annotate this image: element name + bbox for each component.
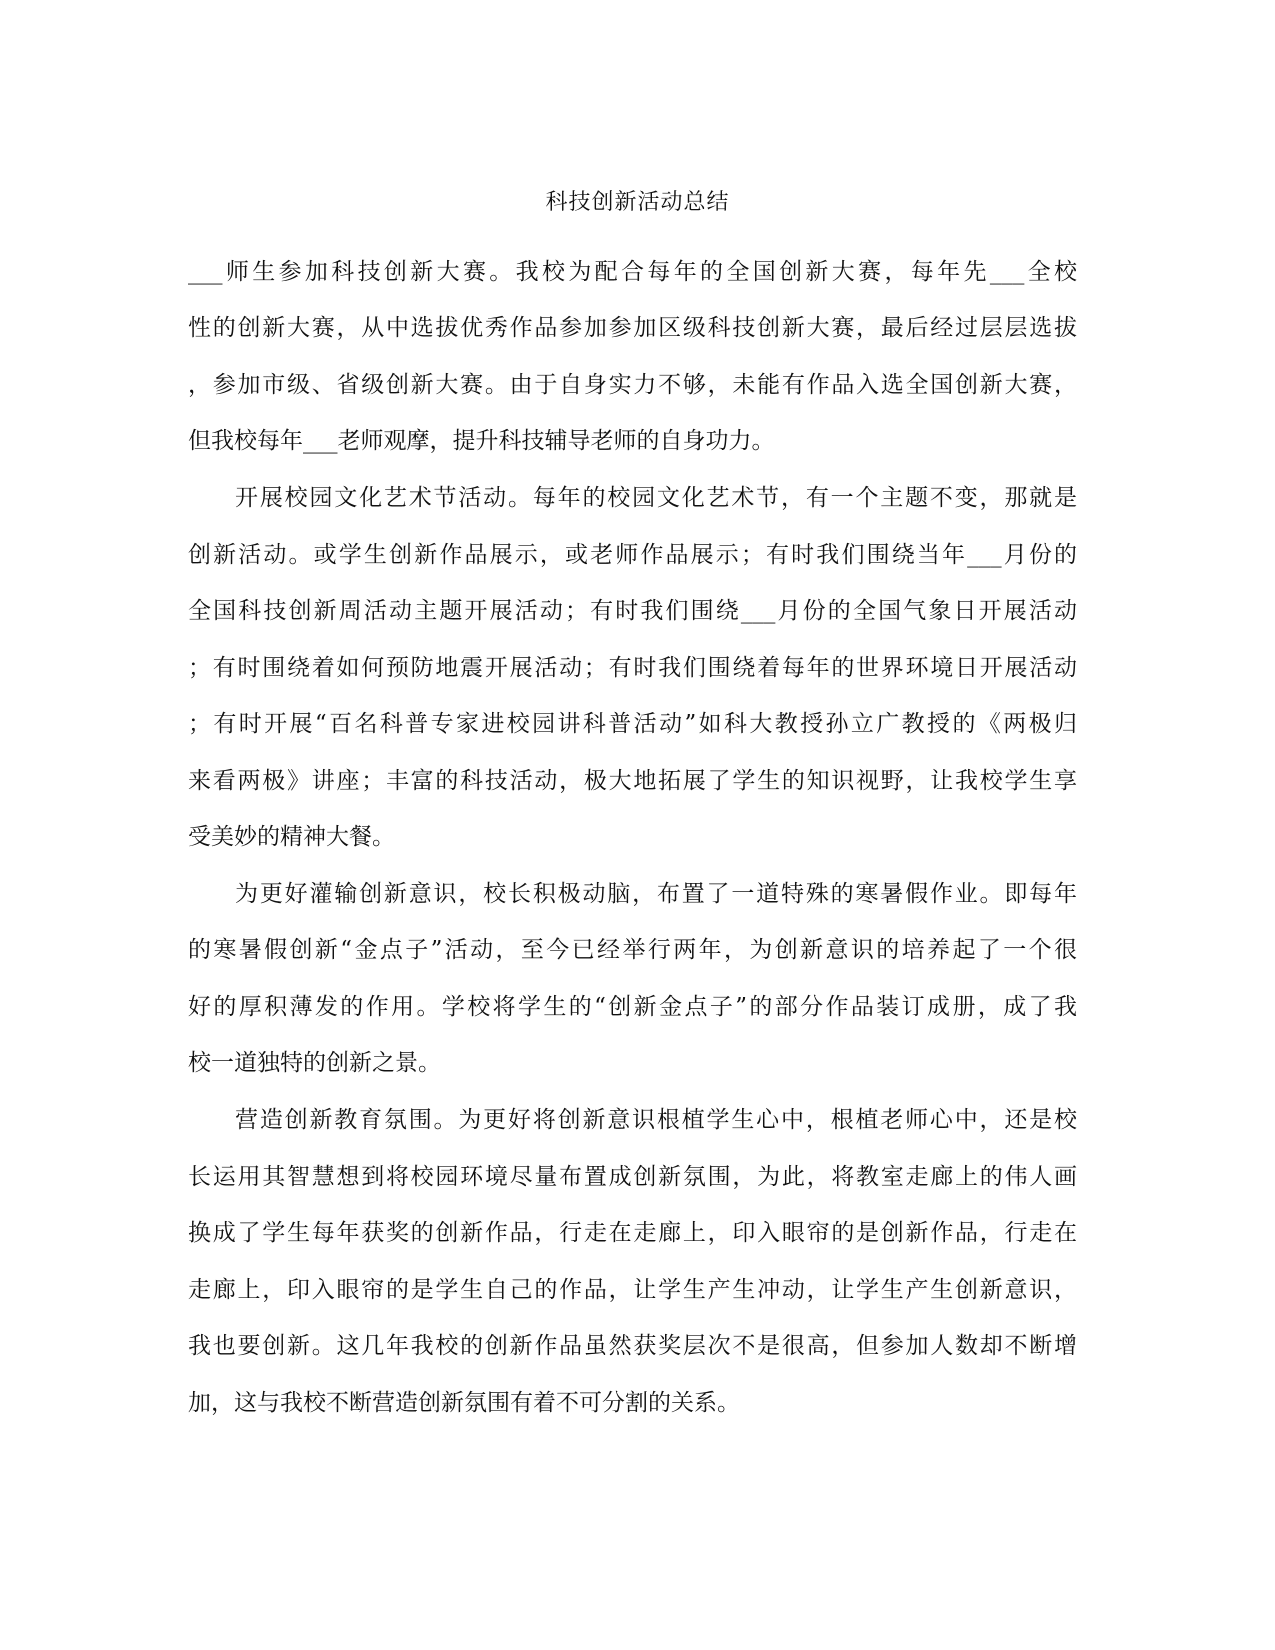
paragraph-line: 营造创新教育氛围。为更好将创新意识根植学生心中，根植老师心中，还是校: [235, 1107, 1077, 1133]
paragraph-line: 长运用其智慧想到将校园环境尽量布置成创新氛围，为此，将教室走廊上的伟人画: [188, 1164, 1077, 1190]
paragraph-line: 开展校园文化艺术节活动。每年的校园文化艺术节，有一个主题不变，那就是: [235, 485, 1077, 511]
paragraph-line: 来看两极》讲座；丰富的科技活动，极大地拓展了学生的知识视野，让我校学生享: [188, 768, 1077, 794]
paragraph-line: 但我校每年___老师观摩，提升科技辅导老师的自身功力。: [188, 428, 775, 454]
paragraph-line: 创新活动。或学生创新作品展示，或老师作品展示；有时我们围绕当年___月份的: [188, 542, 1077, 568]
paragraph-line: 加，这与我校不断营造创新氛围有着不可分割的关系。: [188, 1390, 740, 1416]
paragraph-line: 我也要创新。这几年我校的创新作品虽然获奖层次不是很高，但参加人数却不断增: [188, 1333, 1077, 1359]
paragraph-line: 全国科技创新周活动主题开展活动；有时我们围绕___月份的全国气象日开展活动: [188, 598, 1077, 624]
paragraph-line: 走廊上，印入眼帘的是学生自己的作品，让学生产生冲动，让学生产生创新意识，: [188, 1277, 1077, 1303]
paragraph-line: ___师生参加科技创新大赛。我校为配合每年的全国创新大赛，每年先___全校: [188, 259, 1077, 285]
paragraph-line: 换成了学生每年获奖的创新作品，行走在走廊上，印入眼帘的是创新作品，行走在: [188, 1220, 1077, 1246]
document-title: 科技创新活动总结: [545, 190, 730, 215]
paragraph-line: 的寒暑假创新“金点子”活动，至今已经举行两年，为创新意识的培养起了一个很: [188, 937, 1077, 963]
paragraph-line: ，参加市级、省级创新大赛。由于自身实力不够，未能有作品入选全国创新大赛，: [188, 372, 1077, 398]
paragraph-line: 为更好灌输创新意识，校长积极动脑，布置了一道特殊的寒暑假作业。即每年: [235, 881, 1077, 907]
paragraph-line: 性的创新大赛，从中选拔优秀作品参加参加区级科技创新大赛，最后经过层层选拔: [188, 315, 1077, 341]
paragraph-line: 好的厚积薄发的作用。学校将学生的“创新金点子”的部分作品装订成册，成了我: [188, 994, 1077, 1020]
paragraph-line: ；有时开展“百名科普专家进校园讲科普活动”如科大教授孙立广教授的《两极归: [188, 711, 1077, 737]
paragraph-line: 受美妙的精神大餐。: [188, 824, 395, 850]
paragraph-line: 校一道独特的创新之景。: [188, 1050, 441, 1076]
paragraph-line: ；有时围绕着如何预防地震开展活动；有时我们围绕着每年的世界环境日开展活动: [188, 655, 1077, 681]
